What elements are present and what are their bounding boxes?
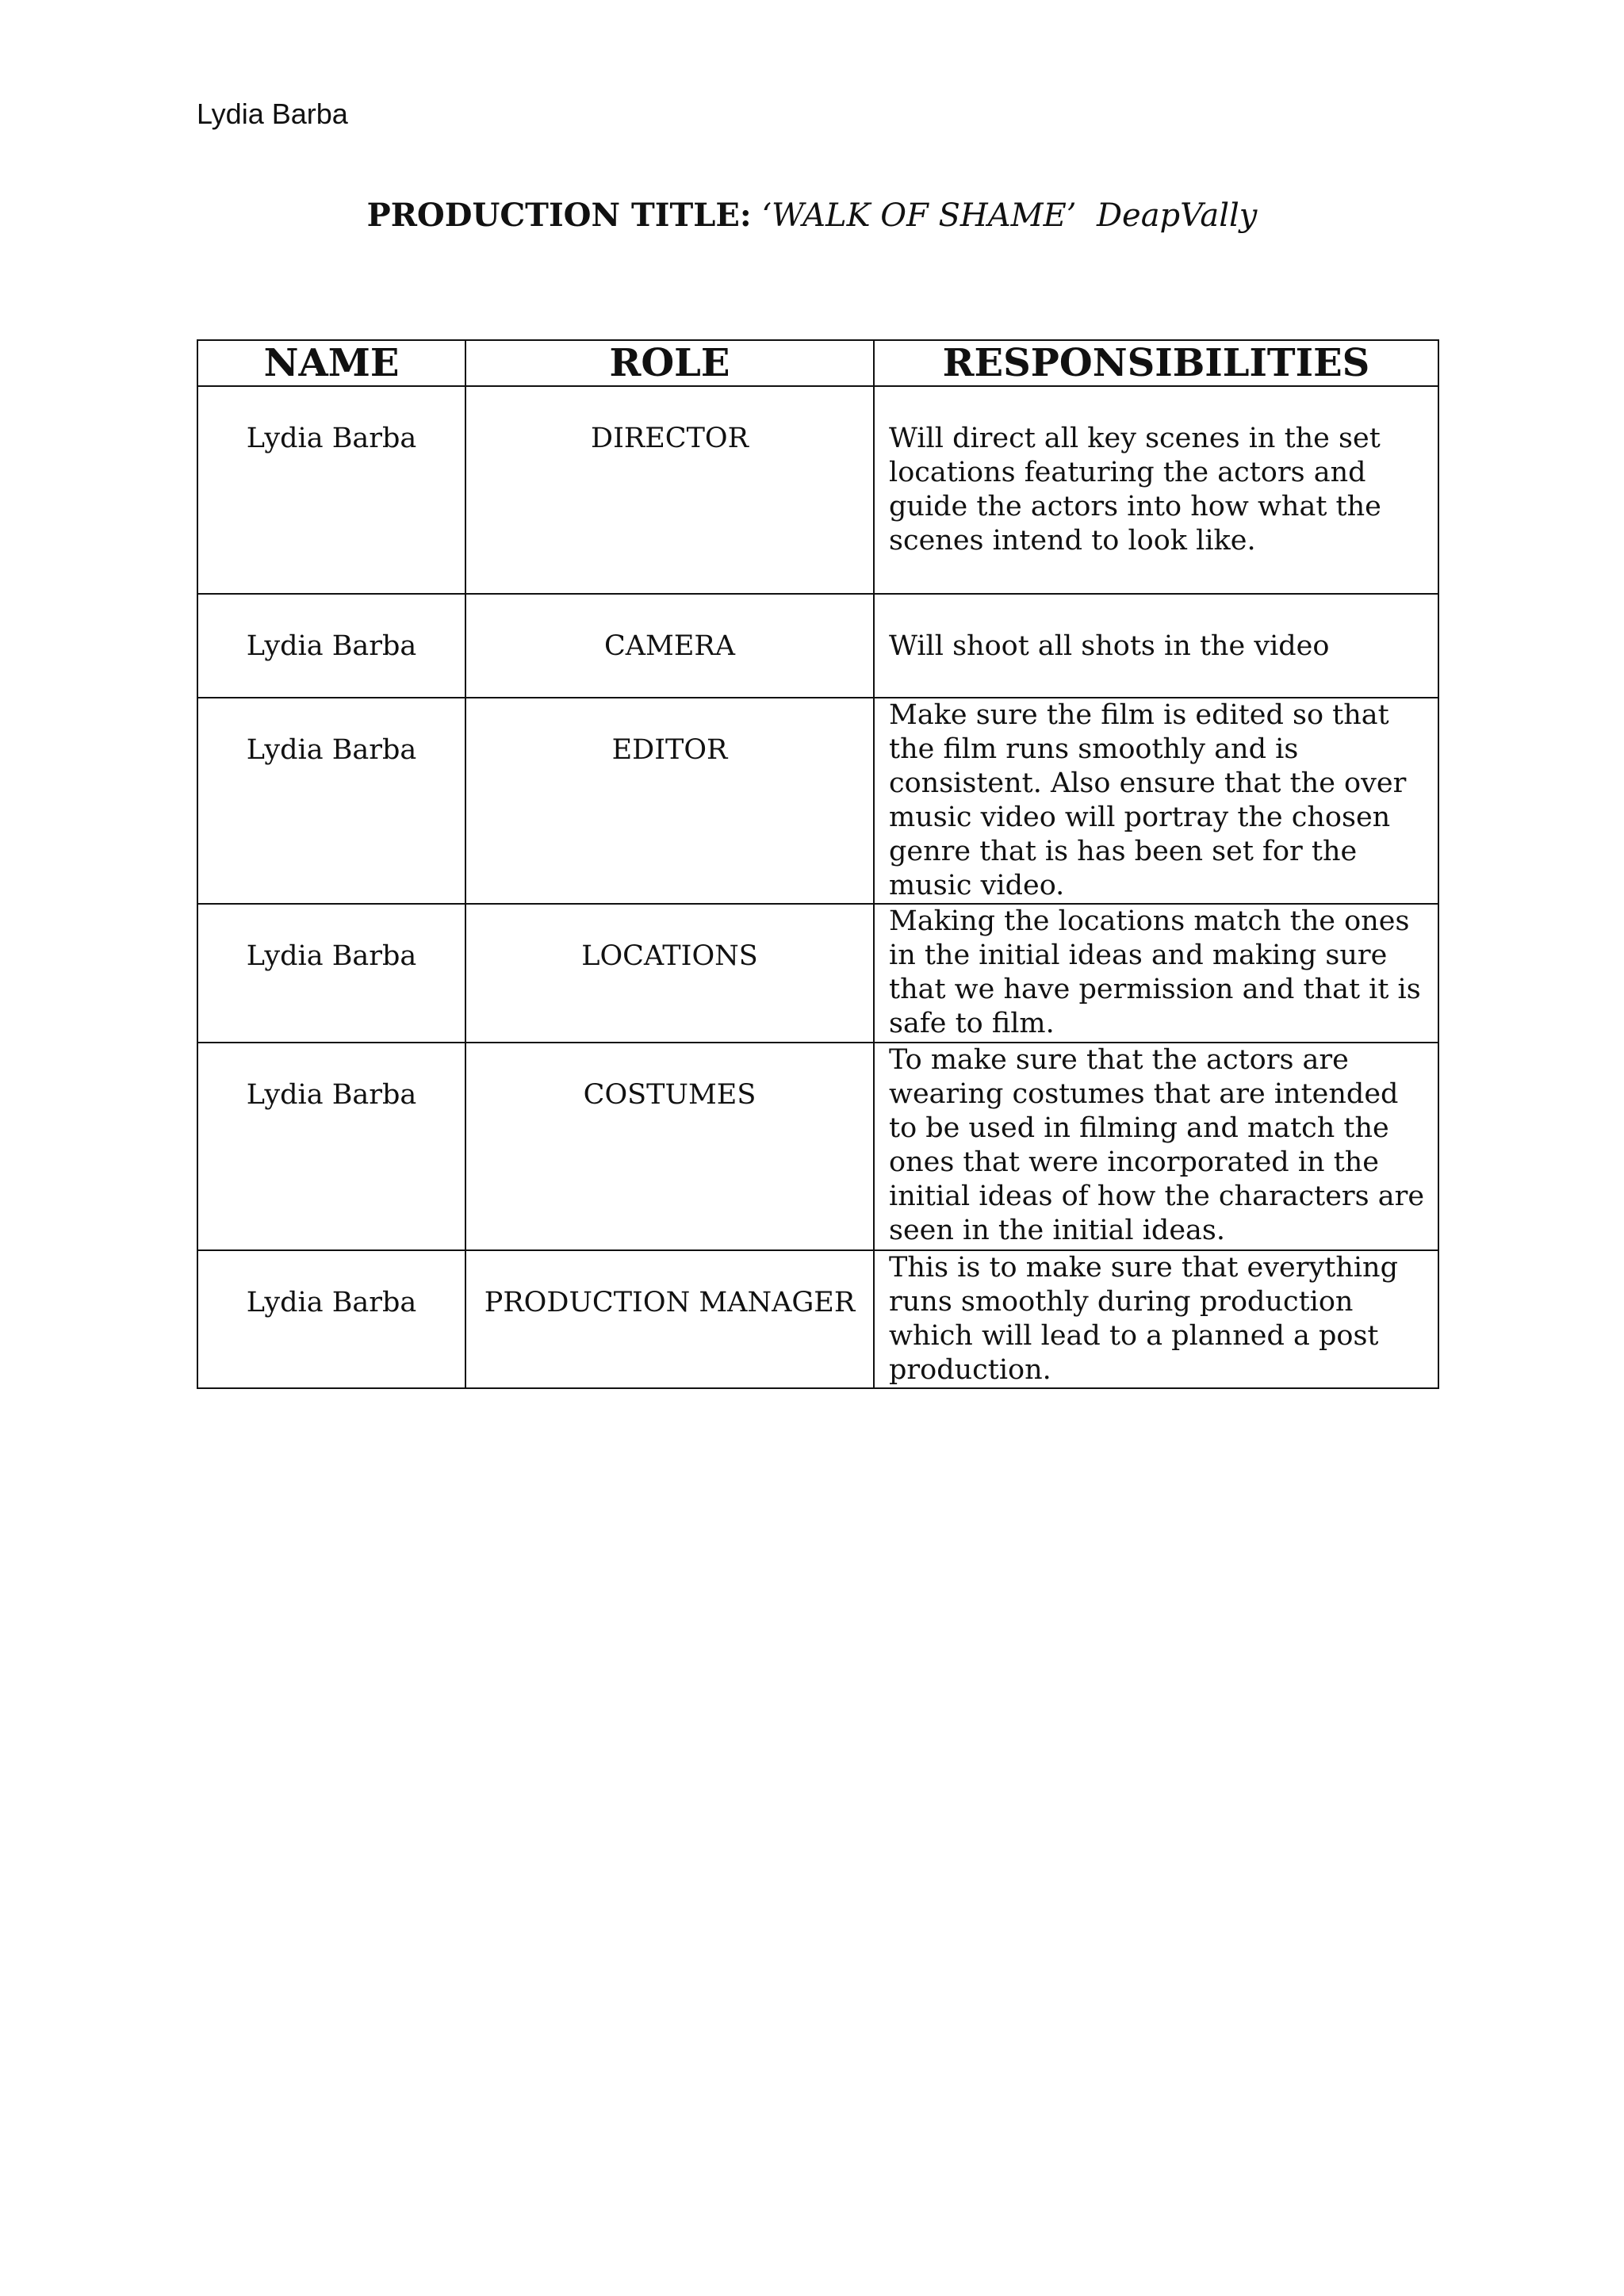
row-responsibilities-cell [874, 698, 1438, 904]
row-name-cell [197, 698, 465, 904]
row-role-cell [465, 1043, 874, 1250]
column-header-role: ROLE [465, 340, 874, 386]
table-row [197, 1043, 1438, 1250]
row-role: COSTUMES [583, 1079, 756, 1111]
row-name-cell [197, 386, 465, 594]
production-title [0, 192, 1624, 239]
page-header-author: Lydia Barba [197, 98, 348, 130]
row-name: Lydia Barba [246, 630, 417, 662]
row-name: Lydia Barba [246, 423, 417, 454]
row-name-cell [197, 1250, 465, 1388]
row-responsibilities: Making the locations match the ones in the initial ideas and making sure that we have permission and that it is safe to film. [889, 905, 1421, 1039]
row-role-cell [465, 386, 874, 594]
row-responsibilities-cell [874, 594, 1438, 698]
row-role: EDITOR [611, 734, 728, 766]
row-role: LOCATIONS [581, 940, 758, 972]
row-role-cell [465, 904, 874, 1043]
table-row [197, 594, 1438, 698]
table-row [197, 1250, 1438, 1388]
row-role: CAMERA [603, 630, 736, 662]
row-responsibilities: Make sure the film is edited so that the film runs smoothly and is consistent. Also ensure that the over music video will portray the chosen genre that is has been set for the music video. [889, 699, 1407, 901]
table-row [197, 698, 1438, 904]
row-responsibilities-cell [874, 1043, 1438, 1250]
row-name: Lydia Barba [246, 1287, 417, 1318]
row-responsibilities-cell [874, 904, 1438, 1043]
column-header-name: NAME [197, 340, 465, 386]
row-name: Lydia Barba [246, 1079, 417, 1111]
row-responsibilities: Will shoot all shots in the video [889, 630, 1330, 662]
column-header-responsibilities: RESPONSIBILITIES [874, 340, 1438, 386]
production-title-label: PRODUCTION TITLE: [366, 197, 752, 234]
row-role-cell [465, 594, 874, 698]
row-role-cell [465, 1250, 874, 1388]
table-header-row [197, 340, 1438, 386]
row-responsibilities: To make sure that the actors are wearing costumes that are intended to be used in filming and match the ones that were incorporated in the initial ideas of how the characters are seen in the initial ideas. [889, 1044, 1425, 1246]
row-name-cell [197, 1043, 465, 1250]
production-title-work: ‘WALK OF SHAME’ DeapVally [761, 197, 1258, 234]
row-role: PRODUCTION MANAGER [484, 1287, 856, 1318]
row-role-cell [465, 698, 874, 904]
row-responsibilities-cell [874, 386, 1438, 594]
row-role: DIRECTOR [591, 423, 749, 454]
row-responsibilities-cell [874, 1250, 1438, 1388]
table-row [197, 904, 1438, 1043]
row-name-cell [197, 904, 465, 1043]
row-responsibilities: Will direct all key scenes in the set locations featuring the actors and guide the actors into how what the scenes intend to look like. [889, 423, 1381, 557]
crew-roles-table [197, 339, 1439, 1389]
row-responsibilities: This is to make sure that everything runs smoothly during production which will lead to a planned a post production. [889, 1252, 1398, 1386]
table-row [197, 386, 1438, 594]
row-name: Lydia Barba [246, 940, 417, 972]
row-name-cell [197, 594, 465, 698]
row-name: Lydia Barba [246, 734, 417, 766]
